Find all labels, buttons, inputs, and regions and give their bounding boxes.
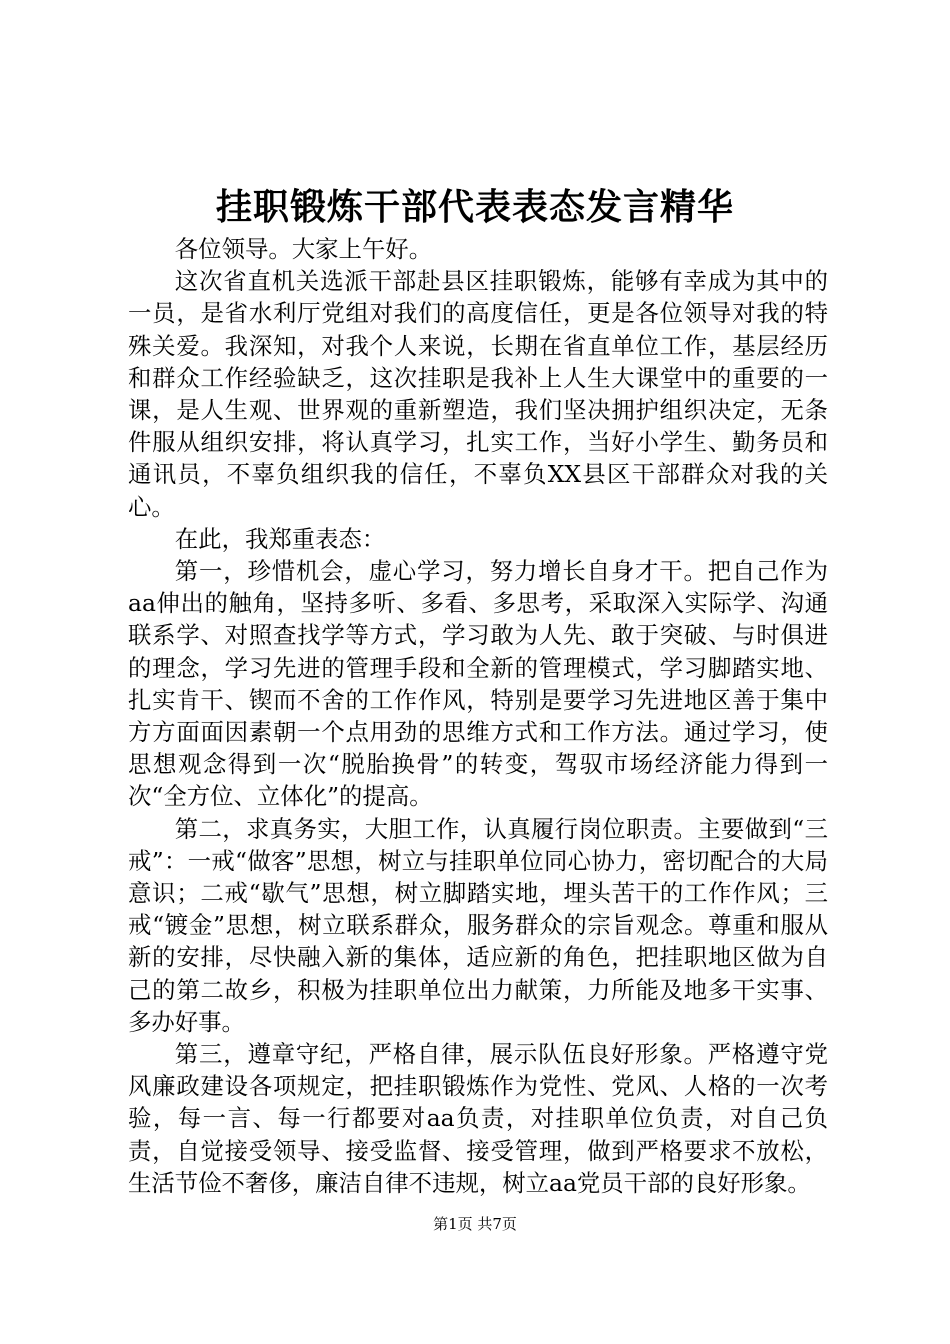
- paragraph-first-point: 第一，珍惜机会，虚心学习，努力增长自身才干。把自己作为aa伸出的触角，坚持多听、多看、多思考，采取深入实际学、沟通联系学、对照查找学等方式，学习敢为人先、敢于突破、与时俱进的理念，学习先进的管理手段和全新的管理模式，学习脚踏实地、扎实肯干、锲而不舍的工作作风，特别是要学习先进地区善于集中方方面面因素朝一个点用劲的思维方式和工作方法。通过学习，使思想观念得到一次“脱胎换骨”的转变，驾驭市场经济能力得到一次“全方位、立体化”的提高。: [128, 557, 828, 811]
- paragraph-intro: 这次省直机关选派干部赴县区挂职锻炼，能够有幸成为其中的一员，是省水利厅党组对我们的高度信任，更是各位领导对我的特殊关爱。我深知，对我个人来说，长期在省直单位工作，基层经历和群众工作经验缺乏，这次挂职是我补上人生大课堂中的重要的一课，是人生观、世界观的重新塑造，我们坚决拥护组织决定，无条件服从组织安排，将认真学习，扎实工作，当好小学生、勤务员和通讯员，不辜负组织我的信任，不辜负XX县区干部群众对我的关心。: [128, 267, 828, 521]
- paragraph-second-point: 第二，求真务实，大胆工作，认真履行岗位职责。主要做到“三戒”：一戒“做客”思想，树立与挂职单位同心协力，密切配合的大局意识；二戒“歇气”思想，树立脚踏实地，埋头苦干的工作作风；三戒“镀金”思想，树立联系群众，服务群众的宗旨观念。尊重和服从新的安排，尽快融入新的集体，适应新的角色，把挂职地区做为自己的第二故乡，积极为挂职单位出力献策，力所能及地多干实事、多办好事。: [128, 814, 828, 1036]
- document-title: 挂职锻炼干部代表表态发言精华: [215, 187, 734, 228]
- paragraph-statement: 在此，我郑重表态：: [174, 524, 386, 553]
- document-body: [128, 233, 828, 1199]
- page-number-footer: 第1页 共7页: [433, 1215, 517, 1233]
- paragraph-third-point: 第三，遵章守纪，严格自律，展示队伍良好形象。严格遵守党风廉政建设各项规定，把挂职锻炼作为党性、党风、人格的一次考验，每一言、每一行都要对aa负责，对挂职单位负责，对自己负责，自觉接受领导、接受监督、接受管理，做到严格要求不放松，生活节俭不奢侈，廉洁自律不违规，树立aa党员干部的良好形象。: [128, 1040, 828, 1197]
- paragraph-greeting: 各位领导。大家上午好。: [174, 235, 433, 263]
